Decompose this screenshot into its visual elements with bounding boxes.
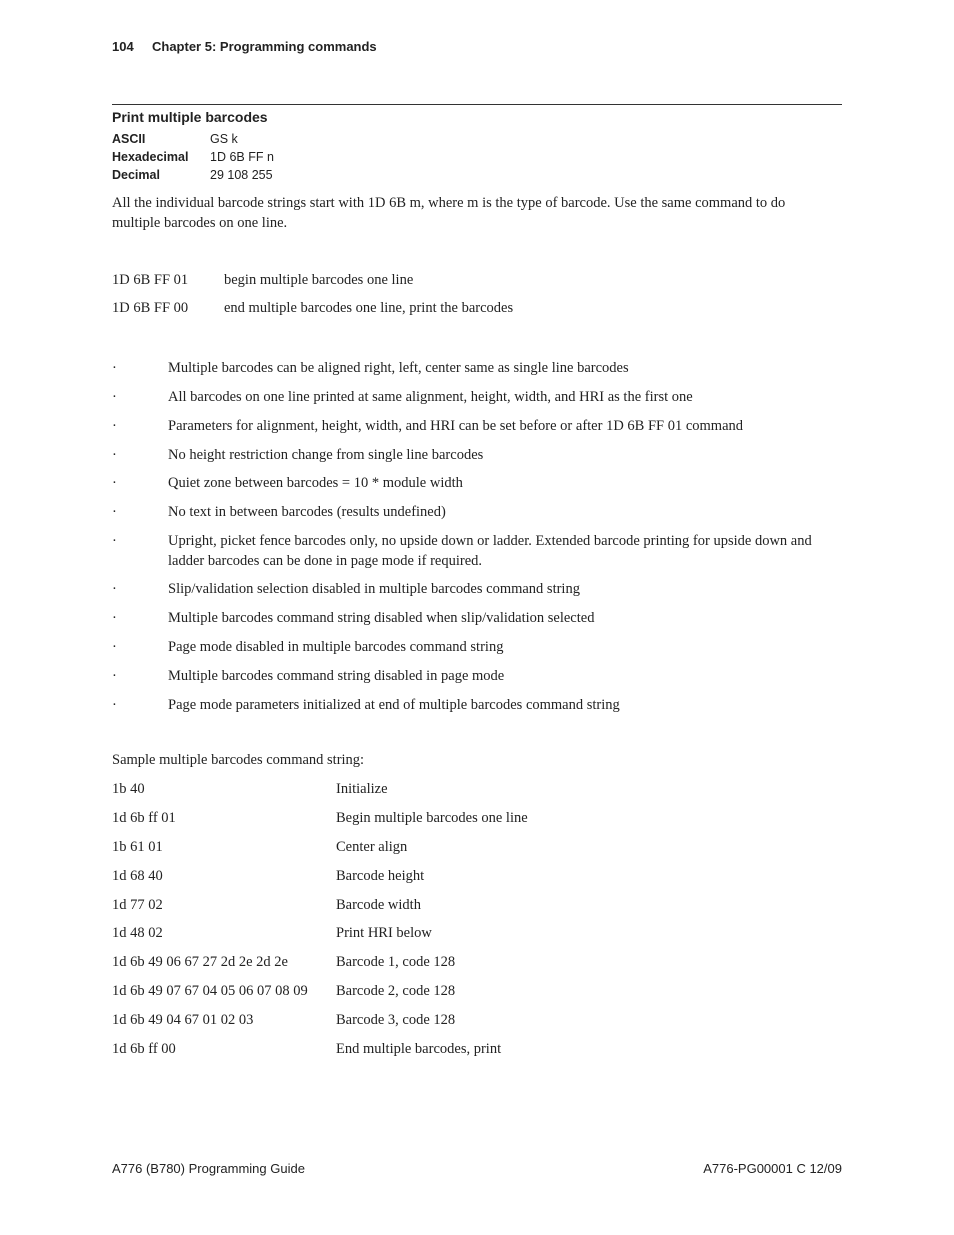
sample-code: 1d 77 02 [112,897,163,913]
sample-description: Center align [336,839,408,855]
running-header [112,39,377,54]
bullet-marker: · [112,610,117,626]
bullet-marker: · [112,533,117,549]
sample-code: 1d 6b ff 00 [112,1041,176,1057]
footer-guide-title: A776 (B780) Programming Guide [112,1161,305,1176]
field-value: 29 108 255 [210,168,273,182]
bullet-marker: · [112,697,117,713]
bullet-marker: · [112,475,117,491]
sample-code: 1d 6b ff 01 [112,810,176,826]
field-key: Decimal [112,168,160,182]
field-key: Hexadecimal [112,150,189,164]
list-item-text: No height restriction change from single line barcodes [168,447,484,463]
list-item-text: Multiple barcodes command string disabled when slip/validation selected [168,610,595,626]
bullet-marker: · [112,360,117,376]
sample-description: Barcode width [336,897,421,913]
list-item-text: Slip/validation selection disabled in multiple barcodes command string [168,581,580,597]
command-description: begin multiple barcodes one line [224,272,414,288]
sample-description: Print HRI below [336,925,432,941]
list-item-text: Upright, picket fence barcodes only, no upside down or ladder. Extended barcode printing for upside down and ladder barcodes can be done in page mode if required. [168,533,812,569]
sample-code: 1d 68 40 [112,868,163,884]
bullet-marker: · [112,447,117,463]
command-description: end multiple barcodes one line, print the barcodes [224,300,514,316]
field-value: GS k [210,132,238,146]
sample-description: Barcode height [336,868,425,884]
field-key: ASCII [112,132,146,146]
intro-paragraph: All the individual barcode strings start with 1D 6B m, where m is the type of barcode. Use the same command to do multiple barcodes on one line. [112,195,786,231]
list-item-text: Quiet zone between barcodes = 10 * module width [168,475,463,491]
section-divider [112,104,842,105]
sample-code: 1b 40 [112,781,145,797]
page-number: 104 [112,39,134,54]
command-code: 1D 6B FF 01 [112,272,189,288]
sample-code: 1d 6b 49 07 67 04 05 06 07 08 09 [112,983,308,999]
command-code: 1D 6B FF 00 [112,300,189,316]
bullet-marker: · [112,504,117,520]
bullet-marker: · [112,418,117,434]
bullet-marker: · [112,668,117,684]
list-item-text: Page mode disabled in multiple barcodes command string [168,639,504,655]
chapter-title: Chapter 5: Programming commands [152,39,377,54]
sample-heading: Sample multiple barcodes command string: [112,752,365,768]
bullet-marker: · [112,581,117,597]
sample-description: End multiple barcodes, print [336,1041,502,1057]
section-title: Print multiple barcodes [112,109,268,125]
bullet-marker: · [112,389,117,405]
sample-description: Barcode 1, code 128 [336,954,456,970]
sample-description: Barcode 2, code 128 [336,983,456,999]
list-item-text: Multiple barcodes command string disabled in page mode [168,668,505,684]
list-item-text: Page mode parameters initialized at end of multiple barcodes command string [168,697,620,713]
list-item-text: Multiple barcodes can be aligned right, left, center same as single line barcodes [168,360,629,376]
sample-code: 1b 61 01 [112,839,163,855]
footer-document-id: A776-PG00001 C 12/09 [703,1161,842,1176]
field-value: 1D 6B FF n [210,150,274,164]
sample-code: 1d 6b 49 06 67 27 2d 2e 2d 2e [112,954,288,970]
sample-description: Begin multiple barcodes one line [336,810,528,826]
sample-code: 1d 48 02 [112,925,163,941]
list-item-text: Parameters for alignment, height, width, and HRI can be set before or after 1D 6B FF 01 command [168,418,744,434]
sample-code: 1d 6b 49 04 67 01 02 03 [112,1012,254,1028]
list-item-text: All barcodes on one line printed at same alignment, height, width, and HRI as the first one [168,389,693,405]
list-item-text: No text in between barcodes (results undefined) [168,504,446,520]
bullet-marker: · [112,639,117,655]
sample-description: Barcode 3, code 128 [336,1012,456,1028]
sample-description: Initialize [336,781,388,797]
